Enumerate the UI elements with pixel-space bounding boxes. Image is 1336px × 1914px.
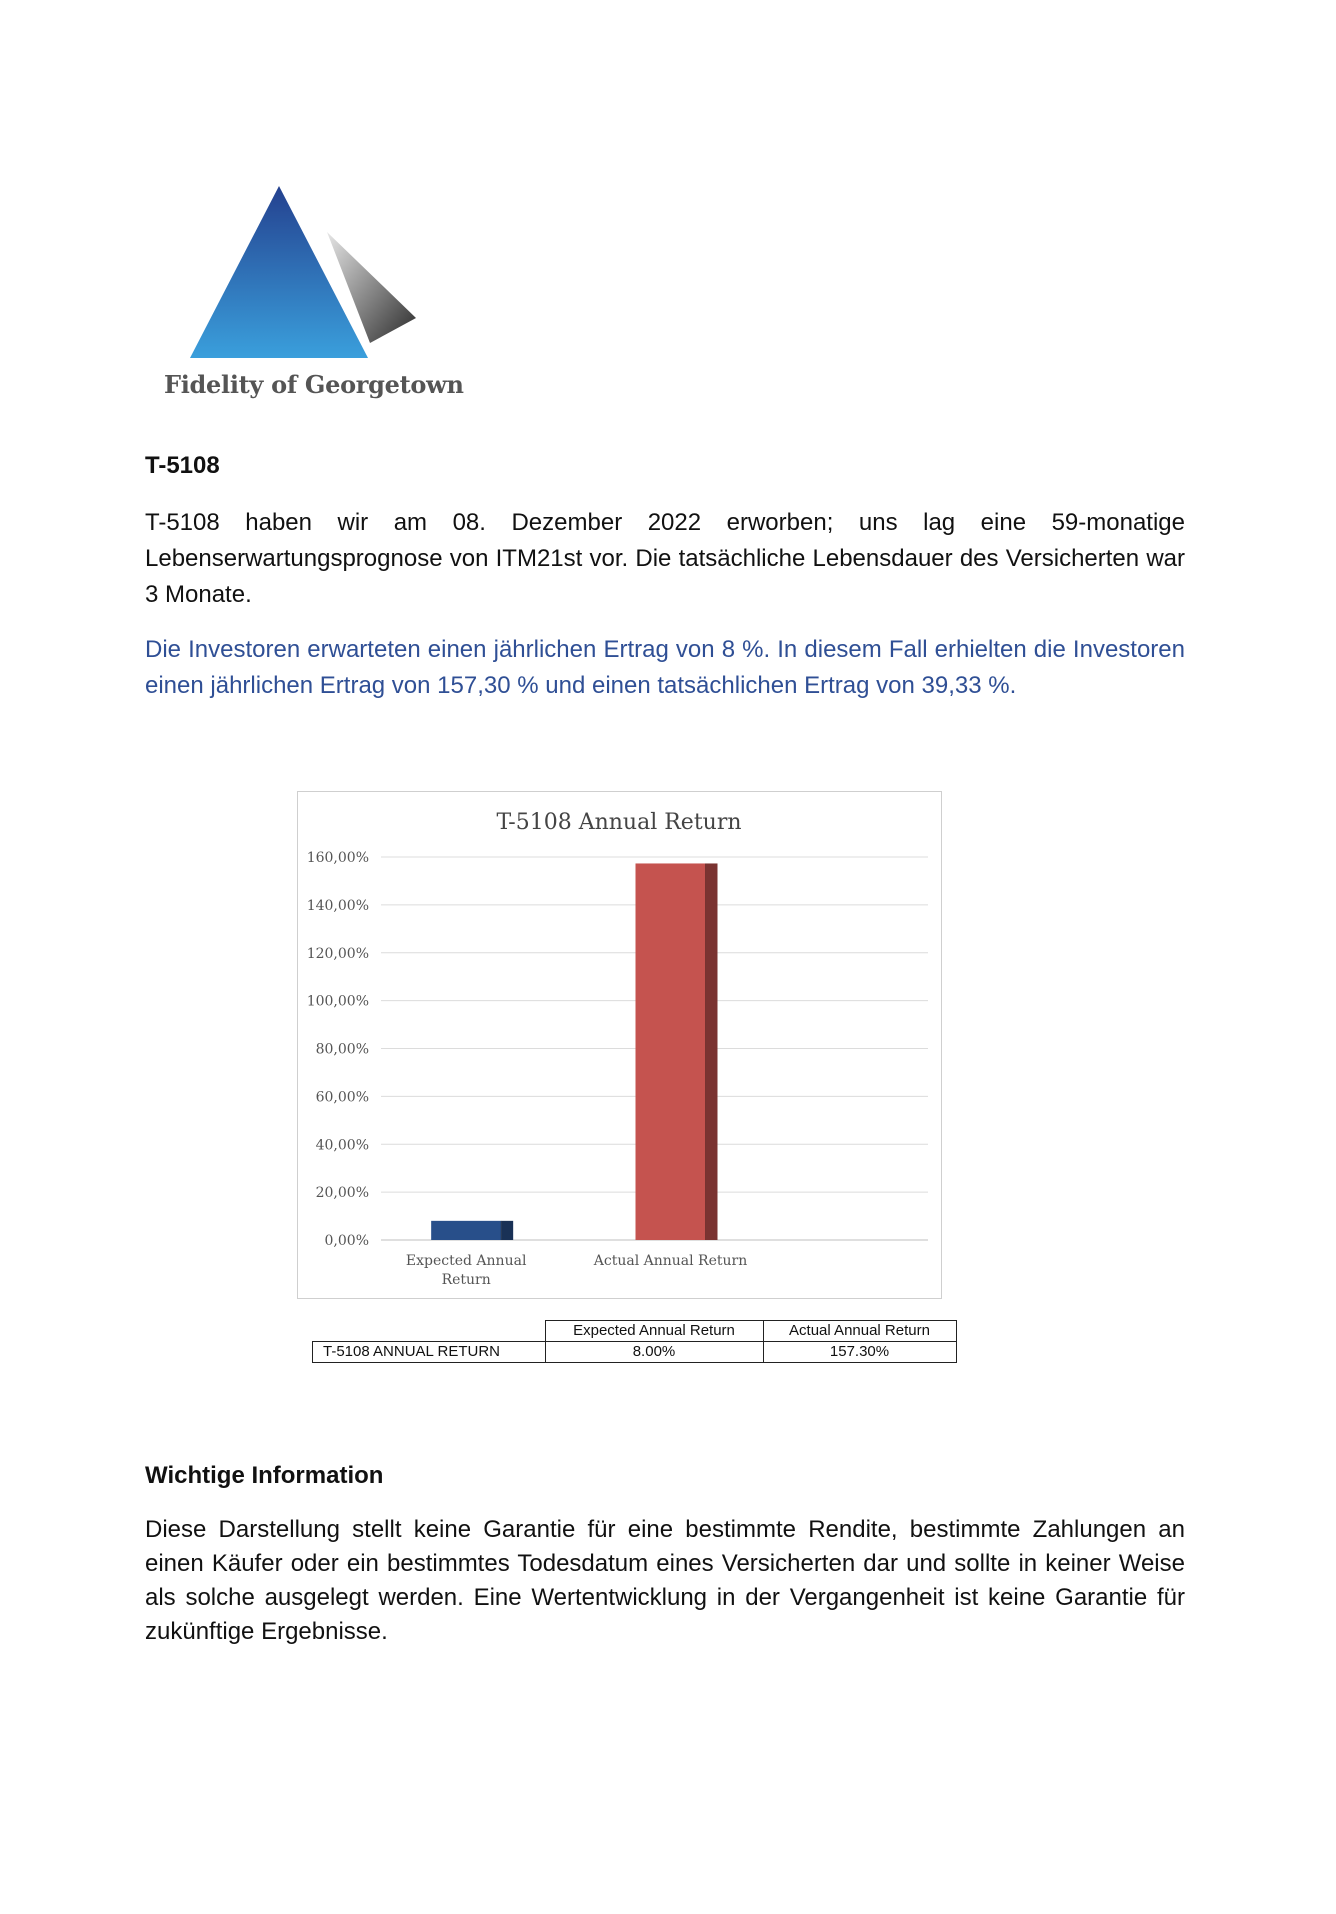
x-category-label: Actual Annual Return [593,1253,748,1269]
chart-title: T-5108 Annual Return [496,810,742,835]
table-header-row [313,1321,957,1342]
annual-return-chart [297,791,942,1299]
y-tick-label: 120,00% [306,945,369,962]
table-value-expected: 8.00% [545,1342,763,1363]
disclaimer-paragraph: Diese Darstellung stellt keine Garantie für eine bestimmte Rendite, bestimmte Zahlungen an einen Käufer oder ein bestimmtes Todesdatum eines Versicherten dar und sollte in keiner Weise als solche ausgelegt werden. Eine Wertentwicklung in der Vergangenheit ist keine Garantie für zukünftige Ergebnisse. [145,1516,1185,1645]
chart-canvas [298,792,941,1298]
purchase-paragraph: T-5108 haben wir am 08. Dezember 2022 erworben; uns lag eine 59-monatige Lebenserwartungsprognose von ITM21st vor. Die tatsächliche Lebensdauer des Versicherten war 3 Monate. [145,509,1185,608]
table-corner-cell [313,1321,546,1342]
y-tick-label: 80,00% [315,1041,369,1058]
table-header-expected: Expected Annual Return [545,1321,763,1342]
y-tick-label: 0,00% [324,1233,369,1249]
bar-side-expected [501,1221,513,1240]
logo-wordmark: Fidelity of Georgetown [164,370,464,399]
x-category-label: Return [441,1272,491,1288]
annual-return-table [312,1320,957,1363]
returns-paragraph: Die Investoren erwarteten einen jährlichen Ertrag von 8 %. In diesem Fall erhielten die Investoren einen jährlichen Ertrag von 157,30 % und einen tatsächlichen Ertrag von 39,33 %. [145,636,1185,699]
section-heading-t5108: T-5108 [145,452,220,479]
bar-actual [636,863,706,1240]
y-tick-label: 140,00% [306,897,369,914]
y-tick-label: 100,00% [306,993,369,1010]
bar-side-actual [706,863,718,1240]
section-heading-important-info: Wichtige Information [145,1462,384,1489]
y-tick-label: 20,00% [315,1185,369,1202]
company-logo [160,180,464,410]
bar-expected [431,1221,501,1240]
y-tick-label: 60,00% [315,1089,369,1106]
logo-triangles-icon [160,180,460,370]
table-value-actual: 157.30% [763,1342,956,1363]
table-row [313,1342,957,1363]
y-tick-label: 40,00% [315,1137,369,1154]
x-category-label: Expected Annual [405,1253,527,1269]
table-row-label: T-5108 ANNUAL RETURN [313,1342,546,1363]
y-tick-label: 160,00% [306,850,369,866]
table-header-actual: Actual Annual Return [763,1321,956,1342]
